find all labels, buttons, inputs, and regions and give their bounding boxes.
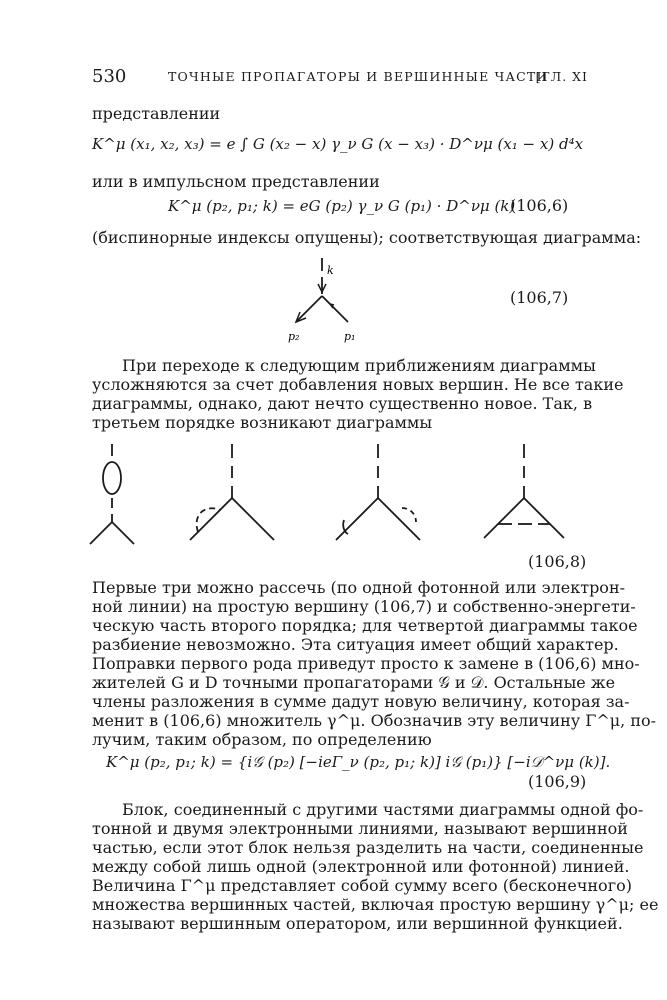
label-p2: p₂ [288, 330, 300, 343]
text-line: тонной и двумя электронными линиями, называют вершинной [92, 819, 628, 838]
electron-line-in [322, 296, 348, 322]
formula-vertex-operator: K^μ (p₂, p₁; k) = {i𝒢 (p₂) [−ieΓ_ν (p₂, p₁; k)] i𝒢 (p₁)} [−i𝒟^νμ (k)]. [106, 753, 611, 771]
text-line: представлении [92, 104, 221, 123]
equation-number: (106,7) [510, 288, 569, 307]
third-order-diagrams [80, 440, 580, 560]
running-title: ТОЧНЫЕ ПРОПАГАТОРЫ И ВЕРШИННЫЕ ЧАСТИ [168, 69, 549, 84]
diagram-electron-loop-split [336, 444, 420, 540]
text-line: менит в (106,6) множитель γ^μ. Обозначив эту величину Γ^μ, по- [92, 711, 657, 730]
text-line: жителей G и D точными пропагаторами 𝒢 и 𝒟. Остальные же [92, 673, 616, 692]
text-line: (биспинорные индексы опущены); соответствующая диаграмма: [92, 228, 642, 247]
text-line: или в импульсном представлении [92, 172, 380, 191]
formula-momentum-vertex: K^μ (p₂, p₁; k) = eG (p₂) γ_ν G (p₁) · D^νμ (k) [168, 197, 516, 215]
arrow-in-icon [330, 304, 334, 308]
vertex-diagram [282, 254, 362, 344]
page-number: 530 [92, 66, 127, 87]
diagram-electron-loop-left [190, 444, 274, 540]
text-line: множества вершинных частей, включая простую вершину γ^μ; ее [92, 895, 659, 914]
text-line: лучим, таким образом, по определению [92, 730, 432, 749]
equation-number: (106,6) [510, 196, 569, 215]
text-line: усложняются за счет добавления новых вершин. Не все такие [92, 375, 624, 394]
text-line: Величина Γ^μ представляет собой сумму всего (бесконечного) [92, 876, 632, 895]
electron-line-out [296, 296, 322, 322]
label-p1: p₁ [344, 330, 356, 343]
label-k: k [327, 264, 334, 277]
text-line: разбиение невозможно. Эта ситуация имеет общий характер. [92, 635, 619, 654]
text-line: Блок, соединенный с другими частями диаграммы одной фо- [122, 800, 644, 819]
formula-coordinate-vertex: K^μ (x₁, x₂, x₃) = e ∫ G (x₂ − x) γ_ν G (x − x₃) · D^νμ (x₁ − x) d⁴x [92, 135, 584, 153]
diagram-vertex-triangle [484, 444, 564, 538]
text-line: Поправки первого рода приведут просто к замене в (106,6) мно- [92, 654, 640, 673]
equation-number: (106,9) [528, 772, 587, 791]
text-line: ной линии) на простую вершину (106,7) и собственно-энергети- [92, 597, 636, 616]
text-line: ческую часть второго порядка; для четвертой диаграммы такое [92, 616, 638, 635]
diagram-photon-loop [90, 444, 134, 544]
text-line: частью, если этот блок нельзя разделить на части, соединенные [92, 838, 644, 857]
running-header [92, 66, 590, 88]
text-line: При переходе к следующим приближениям диаграммы [122, 356, 596, 375]
text-line: между собой лишь одной (электронной или фотонной) линией. [92, 857, 630, 876]
text-line: называют вершинным оператором, или вершинной функцией. [92, 914, 623, 933]
text-line: члены разложения в сумме дадут новую величину, которая за- [92, 692, 630, 711]
chapter-label: [ГЛ. XI [535, 69, 588, 84]
text-line: диаграммы, однако, дают нечто существенно новое. Так, в [92, 394, 593, 413]
equation-number: (106,8) [528, 552, 587, 571]
text-line: третьем порядке возникают диаграммы [92, 413, 433, 432]
text-line: Первые три можно рассечь (по одной фотонной или электрон- [92, 578, 626, 597]
